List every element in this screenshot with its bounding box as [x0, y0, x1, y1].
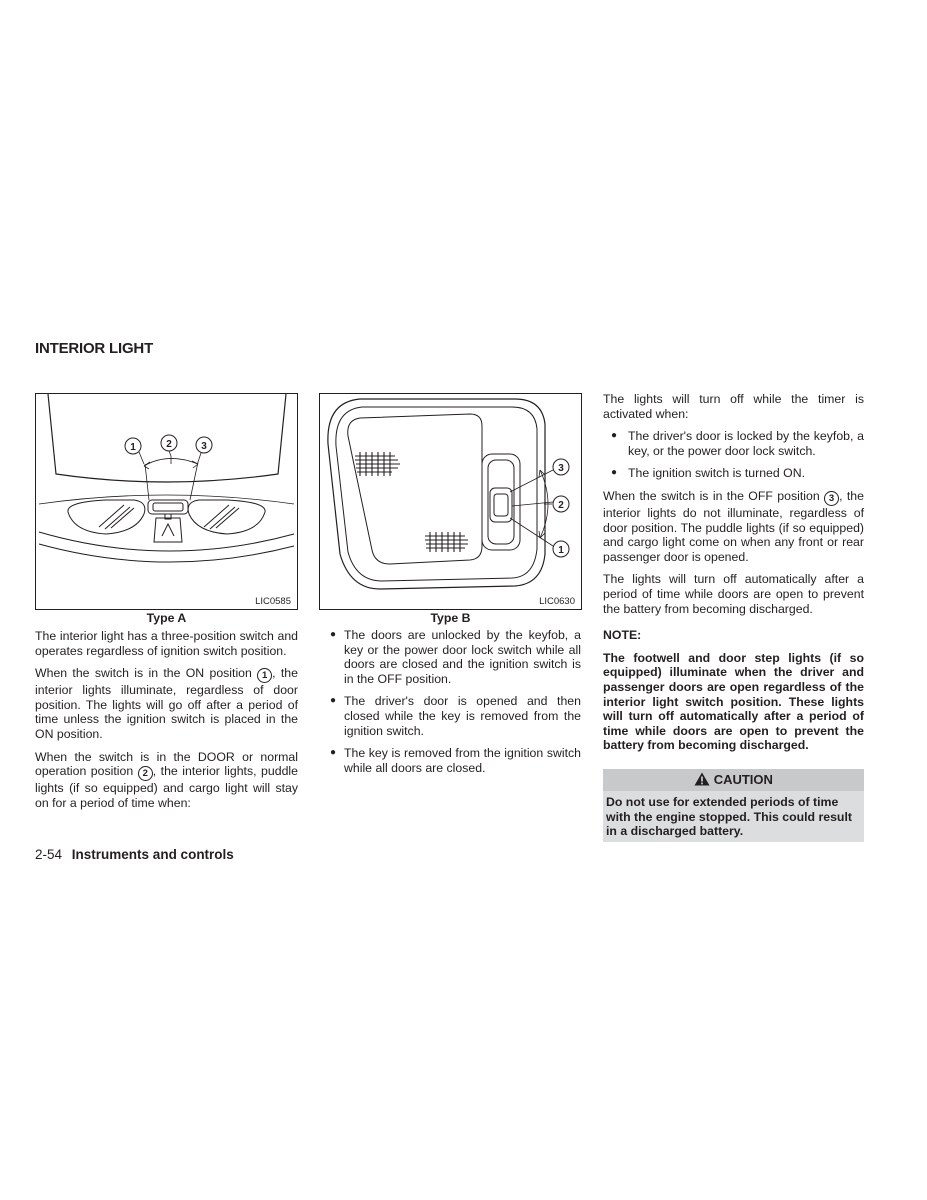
figure-caption: Type B — [430, 611, 471, 625]
figure-code: LIC0585 — [255, 596, 291, 607]
paragraph: The interior light has a three-position switch and operates regardless of ignition switch position. — [35, 629, 298, 658]
figure-code: LIC0630 — [539, 596, 575, 607]
text: When the switch is in the OFF position — [603, 488, 820, 503]
list-item — [326, 628, 581, 686]
section-heading: INTERIOR LIGHT — [35, 340, 154, 357]
paragraph — [603, 489, 864, 564]
bullet-list — [603, 429, 864, 481]
bullet-list — [326, 628, 581, 775]
number-2-icon: 2 — [138, 766, 153, 781]
column-1 — [35, 629, 298, 818]
paragraph — [35, 750, 298, 811]
page-number: 2-54 — [35, 847, 63, 862]
caution-text: Do not use for extended periods of time with the engine stopped. This could result in a discharged battery. — [606, 795, 852, 839]
figure-caption: Type A — [146, 611, 187, 625]
page-footer — [35, 847, 234, 862]
column-2 — [326, 628, 581, 783]
paragraph: The lights will turn off automatically after a period of time while doors are open to prevent the battery from becoming discharged. — [603, 572, 864, 616]
callout-a-1: 1 — [130, 442, 136, 453]
text: The driver's door is opened and then closed while the key is removed from the ignition switch. — [344, 694, 581, 738]
number-1-icon: 1 — [257, 668, 272, 683]
text: The driver's door is locked by the keyfob, a key, or the power door lock switch. — [628, 429, 864, 458]
text: The ignition switch is turned ON. — [628, 466, 806, 481]
caution-header — [603, 769, 864, 791]
caution-title: CAUTION — [713, 772, 773, 787]
callout-b-2: 2 — [558, 500, 564, 511]
interior-light-type-b-illustration — [320, 394, 581, 609]
note-title: NOTE: — [603, 628, 642, 643]
list-item — [603, 466, 864, 481]
caution-box — [603, 769, 864, 842]
callout-b-3: 3 — [558, 463, 564, 474]
figure-type-a — [35, 393, 298, 610]
interior-light-type-a-illustration — [36, 394, 297, 609]
bullet-icon: ● — [611, 467, 618, 479]
bullet-icon: ● — [330, 629, 337, 640]
text: When the switch is in the DOOR or normal operation position — [35, 749, 298, 779]
note-body: The footwell and door step lights (if so equipped) illuminate when the driver and passenger doors are open regardless of the interior light switch position. These lights will turn off automatically after a period of time while doors are open to prevent the battery from becoming discharged. — [603, 650, 864, 753]
bullet-icon: ● — [611, 430, 618, 442]
callout-a-2: 2 — [166, 439, 172, 450]
text: The key is removed from the ignition switch while all doors are closed. — [344, 746, 581, 775]
paragraph: The lights will turn off while the timer is activated when: — [603, 392, 864, 421]
text: When the switch is in the ON position — [35, 666, 252, 681]
list-item — [326, 694, 581, 738]
list-item — [326, 746, 581, 775]
text: , the interior lights do not illuminate, regardless of door position. The puddle lights (if so equipped) and cargo light come on when any front or rear passenger door is opened. — [603, 488, 864, 564]
text: The doors are unlocked by the keyfob, a key or the power door lock switch while all doors are closed and the ignition switch is in the OFF position. — [344, 628, 581, 686]
figure-type-b — [319, 393, 582, 610]
paragraph — [35, 666, 298, 741]
bullet-icon: ● — [330, 747, 337, 759]
column-3 — [603, 392, 864, 761]
section-name: Instruments and controls — [71, 847, 234, 862]
text: , the interior lights, puddle lights (if so equipped) and cargo light will stay on for a period of time when: — [35, 764, 298, 810]
warning-icon — [694, 772, 710, 786]
callout-b-1: 1 — [558, 545, 564, 556]
callout-a-3: 3 — [201, 441, 207, 452]
list-item — [603, 429, 864, 458]
bullet-icon: ● — [330, 695, 337, 707]
text: , the interior lights illuminate, regardless of door position. The lights will go off after a period of time unless the ignition switch is placed in the ON position. — [35, 666, 298, 741]
number-3-icon: 3 — [824, 491, 839, 506]
